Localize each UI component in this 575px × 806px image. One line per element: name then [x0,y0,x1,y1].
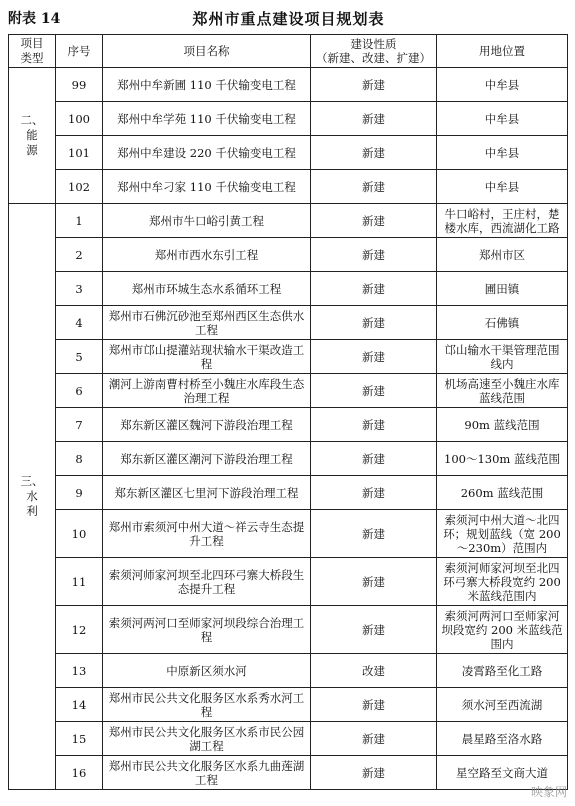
col-header-location: 用地位置 [437,35,568,68]
cell-no: 1 [56,204,103,238]
page-header [8,6,569,28]
cell-project-name: 郑州中牟刁家 110 千伏输变电工程 [103,170,311,204]
table-row [9,654,568,688]
cell-nature: 新建 [311,136,437,170]
table-row [9,558,568,606]
cell-location: 凌霄路至化工路 [437,654,568,688]
table-row [9,408,568,442]
col-header-name: 项目名称 [103,35,311,68]
cell-nature: 新建 [311,606,437,654]
table-row [9,306,568,340]
cell-nature: 新建 [311,558,437,606]
cell-project-name: 潮河上游南曹村桥至小魏庄水库段生态治理工程 [103,374,311,408]
cell-no: 101 [56,136,103,170]
cell-project-name: 郑州市西水东引工程 [103,238,311,272]
cell-nature: 新建 [311,272,437,306]
cell-no: 4 [56,306,103,340]
cell-location: 索须河师家河坝至北四环弓寨大桥段宽约 200 米蓝线范围内 [437,558,568,606]
cell-nature: 新建 [311,68,437,102]
cell-location: 星空路至文商大道 [437,756,568,790]
cell-nature: 新建 [311,688,437,722]
col-header-no: 序号 [56,35,103,68]
cell-location: 索须河中州大道～北四环；规划蓝线（宽 200～230m）范围内 [437,510,568,558]
cell-nature: 新建 [311,722,437,756]
cell-no: 6 [56,374,103,408]
cell-project-name: 郑州中牟建设 220 千伏输变电工程 [103,136,311,170]
cell-no: 7 [56,408,103,442]
cell-location: 牛口峪村，王庄村，楚楼水库，西流湖化工路 [437,204,568,238]
cell-location: 晨星路至洛水路 [437,722,568,756]
table-row [9,442,568,476]
cell-location: 中牟县 [437,102,568,136]
table-row [9,136,568,170]
cell-project-name: 郑州市牛口峪引黄工程 [103,204,311,238]
cell-project-name: 郑州市石佛沉砂池至郑州西区生态供水工程 [103,306,311,340]
cell-no: 16 [56,756,103,790]
cell-no: 10 [56,510,103,558]
table-row [9,476,568,510]
cell-no: 2 [56,238,103,272]
table-row [9,170,568,204]
cell-no: 12 [56,606,103,654]
cell-location: 圃田镇 [437,272,568,306]
cell-nature: 新建 [311,306,437,340]
watermark: 映象网 [530,785,567,799]
cell-no: 5 [56,340,103,374]
cell-location: 石佛镇 [437,306,568,340]
table-header-row [9,35,568,68]
cell-location: 中牟县 [437,68,568,102]
cell-location: 260m 蓝线范围 [437,476,568,510]
project-table [8,34,568,790]
cell-nature: 新建 [311,238,437,272]
table-row [9,68,568,102]
col-header-type: 项目 类型 [9,35,56,68]
cell-no: 13 [56,654,103,688]
cell-no: 14 [56,688,103,722]
cell-project-name: 郑州市民公共文化服务区水系九曲莲湖工程 [103,756,311,790]
cell-nature: 新建 [311,510,437,558]
cell-nature: 新建 [311,476,437,510]
cell-no: 99 [56,68,103,102]
cell-nature: 新建 [311,374,437,408]
cell-location: 机场高速至小魏庄水库蓝线范围 [437,374,568,408]
cell-project-name: 郑东新区灌区魏河下游段治理工程 [103,408,311,442]
table-row [9,606,568,654]
cell-project-name: 郑州市民公共文化服务区水系秀水河工程 [103,688,311,722]
cell-no: 9 [56,476,103,510]
cell-nature: 新建 [311,340,437,374]
category-water: 三、 水 利 [9,204,56,790]
table-row [9,722,568,756]
cell-project-name: 郑东新区灌区七里河下游段治理工程 [103,476,311,510]
cell-project-name: 中原新区须水河 [103,654,311,688]
cell-project-name: 索须河两河口至师家河坝段综合治理工程 [103,606,311,654]
cell-nature: 改建 [311,654,437,688]
table-row [9,756,568,790]
cell-nature: 新建 [311,170,437,204]
cell-location: 索须河两河口至师家河坝段宽约 200 米蓝线范围内 [437,606,568,654]
appendix-label: 附表 14 [8,11,61,27]
cell-nature: 新建 [311,442,437,476]
cell-nature: 新建 [311,756,437,790]
category-energy: 二、 能 源 [9,68,56,204]
table-row [9,204,568,238]
cell-location: 100～130m 蓝线范围 [437,442,568,476]
cell-project-name: 郑州中牟新圃 110 千伏输变电工程 [103,68,311,102]
table-row [9,102,568,136]
cell-no: 8 [56,442,103,476]
cell-nature: 新建 [311,408,437,442]
table-row [9,272,568,306]
cell-no: 100 [56,102,103,136]
table-row [9,340,568,374]
cell-project-name: 郑东新区灌区潮河下游段治理工程 [103,442,311,476]
table-row [9,238,568,272]
cell-location: 90m 蓝线范围 [437,408,568,442]
cell-no: 102 [56,170,103,204]
cell-project-name: 郑州市邙山提灌站现状输水干渠改造工程 [103,340,311,374]
cell-location: 邙山输水干渠管理范围线内 [437,340,568,374]
cell-project-name: 郑州市环城生态水系循环工程 [103,272,311,306]
cell-nature: 新建 [311,102,437,136]
cell-no: 3 [56,272,103,306]
table-row [9,510,568,558]
cell-no: 15 [56,722,103,756]
cell-location: 须水河至西流湖 [437,688,568,722]
cell-project-name: 索须河师家河坝至北四环弓寨大桥段生态提升工程 [103,558,311,606]
cell-no: 11 [56,558,103,606]
cell-project-name: 郑州市索须河中州大道～祥云寺生态提升工程 [103,510,311,558]
cell-location: 郑州市区 [437,238,568,272]
cell-nature: 新建 [311,204,437,238]
cell-location: 中牟县 [437,136,568,170]
table-row [9,374,568,408]
col-header-nature: 建设性质 （新建、改建、扩建） [311,35,437,68]
table-row [9,688,568,722]
page-title: 郑州市重点建设项目规划表 [192,10,385,28]
cell-location: 中牟县 [437,170,568,204]
cell-project-name: 郑州市民公共文化服务区水系市民公园湖工程 [103,722,311,756]
cell-project-name: 郑州中牟学苑 110 千伏输变电工程 [103,102,311,136]
